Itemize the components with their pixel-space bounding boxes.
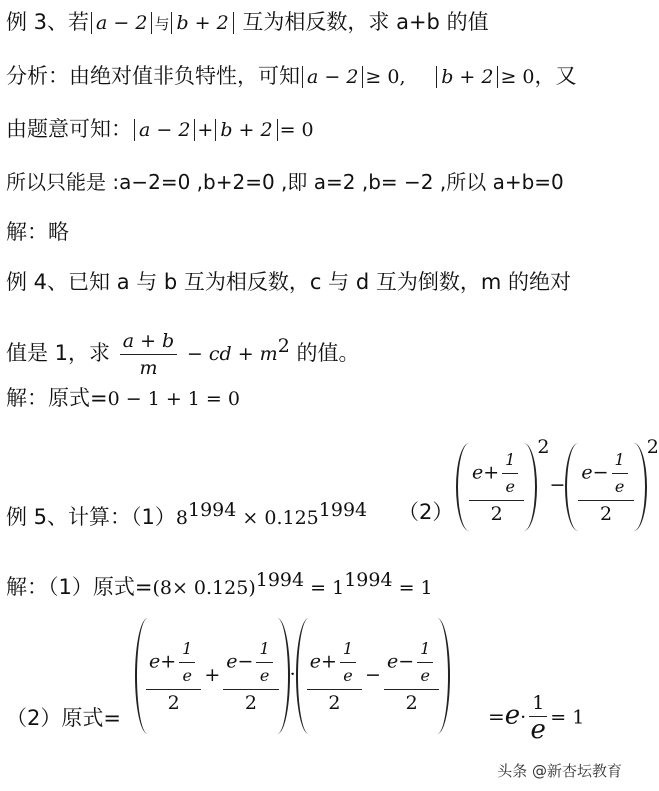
- example-3-line: [6, 8, 489, 38]
- ex5-p1-mid: × 0.125: [236, 507, 319, 529]
- ex4-expr-tail: − cd + m: [186, 343, 278, 365]
- analysis2-abs-a: a − 2: [134, 119, 195, 141]
- example-4-line-2: [6, 318, 359, 382]
- watermark: 头条 @新杏坛教育: [497, 762, 622, 780]
- example-5-line: [6, 496, 367, 532]
- sol5-paren-sum: e+ $\frac{1}{e}$ 2 + e− $\frac{1}{e}$ 2: [135, 618, 290, 734]
- analysis2-abs-b: b + 2: [215, 119, 277, 141]
- frac-denominator: m: [139, 356, 158, 379]
- solution-5-part-1: 解：（1）原式$=(8\times 0.125)^{1994} = 1^{1994} = 1$: [6, 569, 433, 599]
- ex5-p1-exp1: 1994: [188, 499, 237, 521]
- analysis2-tail: = 0: [279, 119, 314, 141]
- analysis2-plus: +: [197, 119, 214, 141]
- ex5-part2-expr: e+ $\frac{1}{e}$ 2 $^2$− e− $\frac{1}{e}$ 2 $^2$: [456, 436, 659, 531]
- frac-numerator: a + b: [120, 328, 178, 355]
- ex3-conj: 与: [154, 15, 170, 33]
- ex3-suffix: 互为相反数，求 a+b 的值: [242, 10, 489, 34]
- ex4-line2-prefix: 值是 1，求: [6, 341, 111, 365]
- ineq1-tail: ≥ 0,: [365, 66, 406, 88]
- analysis-line: [6, 62, 577, 91]
- analysis2-prefix: 由题意可知：: [6, 117, 132, 141]
- analysis-suffix: ，又: [534, 64, 577, 88]
- sol5-p2-label: （2）原式=: [6, 706, 121, 730]
- paren-group-1: e+ $\frac{1}{e}$ 2: [456, 443, 537, 531]
- sol5-result: =e· $\frac{1}{e}$ = 1: [488, 692, 585, 745]
- analysis-prefix: 分析：由绝对值非负特性，可知: [6, 64, 300, 88]
- ex5-prefix: 例 5、计算：（1）: [6, 505, 176, 529]
- sol4-expr: 0 − 1 + 1 = 0: [107, 388, 240, 410]
- ineq2-abs: b + 2: [436, 66, 498, 88]
- ex5-part2-label: （2）: [398, 500, 454, 524]
- analysis-line-2: [6, 115, 314, 144]
- sol5-paren-diff: e+ $\frac{1}{e}$ 2 − e− $\frac{1}{e}$ 2: [296, 618, 451, 734]
- ex5-p1-exp2: 1994: [318, 499, 368, 521]
- ex5-p1-base: 8: [175, 507, 188, 529]
- conclusion-line: 所以只能是 :a−2=0 ,b+2=0 ,即 a=2 ,b= −2 ,所以 a+b=0: [6, 170, 564, 194]
- abs-a-minus-2: a − 2: [91, 12, 152, 34]
- fraction-a-plus-b-over-m: [120, 328, 178, 381]
- solution-3: 解：略: [6, 220, 69, 244]
- sol5-p2-expr: e+ $\frac{1}{e}$ 2 + e− $\frac{1}{e}$ 2 · e+ $\frac{1}{e}$ 2 − e− $\frac{1}{e}$ 2: [135, 618, 450, 734]
- paren-group-2: e− $\frac{1}{e}$ 2: [565, 443, 646, 531]
- sol4-prefix: 解：原式=: [6, 386, 108, 410]
- ineq2-tail: ≥ 0: [500, 66, 535, 88]
- abs-b-plus-2: b + 2: [171, 12, 233, 34]
- ineq1-abs: a − 2: [302, 66, 363, 88]
- ex4-expr-sup: 2: [277, 335, 290, 357]
- example-4-line-1: 例 4、已知 a 与 b 互为相反数，c 与 d 互为倒数，m 的绝对: [6, 270, 571, 294]
- ex3-prefix: 例 3、若: [6, 10, 90, 34]
- ex4-line2-suffix: 的值。: [296, 341, 360, 365]
- sol5-p1-prefix: 解：（1）原式=: [6, 575, 153, 599]
- solution-4: [6, 384, 240, 413]
